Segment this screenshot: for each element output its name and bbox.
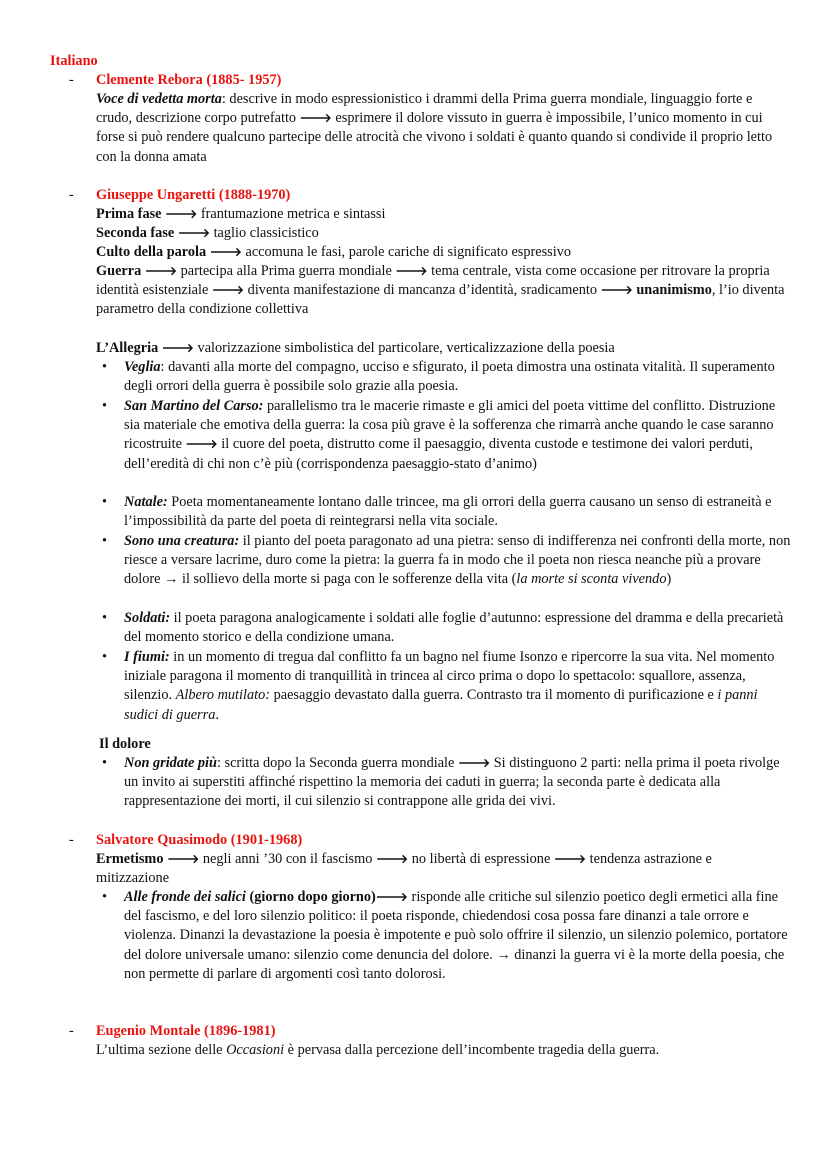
text: il cuore del poeta, distrutto come il paesaggio, diventa custode e testimone dei valori perduti, dell’eredità di chi non c’è più (corrispondenza paesaggio-stato d’animo): [124, 436, 753, 472]
bullet-icon: •: [102, 494, 108, 510]
work-title: I fiumi:: [124, 649, 170, 665]
bullet-icon: •: [102, 533, 108, 549]
rebora-text: [96, 90, 786, 167]
text: ): [666, 571, 672, 588]
arrow-icon: 🡒: [211, 283, 245, 298]
label: L’Allegria: [96, 340, 159, 356]
ungaretti-guerra: [96, 262, 786, 320]
arrow-icon: 🡒: [161, 341, 194, 355]
work-title: Veglia: [124, 359, 161, 375]
arrow-icon: 🡒: [167, 852, 200, 866]
text: paesaggio devastato dalla guerra. Contrasto tra il momento di purificazione e: [270, 687, 718, 704]
text: frantumazione metrica e sintassi: [197, 206, 386, 222]
dolore-heading: [99, 735, 789, 754]
ungaretti-phase-1: [96, 205, 786, 224]
text: il pianto del poeta paragonato ad una pietra: senso di indifferenza nei confronti della morte, non riesce a versare lacrime, duro come la pietra: la guerra fa in modo che il poeta non riesca neanche più a provare dolore → il sollievo della morte si paga con le sofferenze della vita (: [124, 533, 791, 588]
text: Si distinguono 2 parti: nella prima il poeta rivolge un invito ai superstiti affinché rispettino la memoria dei caduti in guerra; la seconda parte è dedicata alla rappresentazione dei morti, il cui silenzio si contrappone alle grida dei vivi.: [124, 755, 780, 810]
text: .: [215, 706, 219, 723]
dash-marker: -: [69, 72, 74, 88]
label: Ermetismo: [96, 851, 164, 867]
dash-marker: -: [69, 1023, 74, 1039]
dash-marker: -: [69, 832, 74, 848]
bold-term: (giorno dopo giorno): [245, 889, 376, 905]
label: Prima fase: [96, 206, 162, 222]
text: Poeta momentaneamente lontano dalle trincee, ma gli orrori della guerra causano un senso di estraneità e l’impossibilità da parte del poeta di reintegrarsi nella vita sociale.: [124, 494, 772, 530]
bullet-icon: •: [102, 755, 108, 771]
arrow-icon: 🡒: [600, 283, 633, 298]
text: tema centrale, vista come occasione per ritrovare la propria identità esistenziale: [96, 263, 770, 299]
text: è pervasa dalla percezione dell’incombente tragedia della guerra.: [284, 1042, 660, 1058]
text: il poeta paragona analogicamente i soldati alle foglie d’autunno: espressione del dramma e della precarietà del momento storico e della condizione umana.: [124, 610, 784, 646]
text: negli anni ’30 con il fascismo: [199, 851, 373, 867]
ungaretti-phase-2: [96, 224, 786, 243]
text: : scritta dopo la Seconda guerra mondiale: [216, 755, 455, 771]
arrow-icon: 🡒: [299, 111, 332, 126]
text: partecipa alla Prima guerra mondiale: [177, 263, 392, 279]
author-name: Eugenio Montale (1896-1981): [96, 1023, 276, 1039]
arrow-icon: 🡒: [553, 852, 587, 866]
arrow-icon: 🡒: [395, 264, 428, 278]
author-name: Salvatore Quasimodo (1901-1968): [96, 832, 303, 848]
bullet-icon: •: [102, 398, 108, 414]
text: parallelismo tra le macerie rimaste e gli amici del poeta vittime del conflitto. Distruzione sia materiale che emotiva della guerra: la cosa più grave è la sofferenza che rimarrà anche quando le case saranno ricostruite: [124, 398, 776, 453]
label: Seconda fase: [96, 225, 175, 241]
label: Il dolore: [99, 736, 151, 752]
label: Culto della parola: [96, 244, 207, 260]
author-name: Clemente Rebora (1885- 1957): [96, 72, 282, 88]
text: : descrive in modo espressionistico i drammi della Prima guerra mondiale, linguaggio forte e crudo, descrizione corpo putrefatto: [96, 91, 753, 127]
work-title: Alle fronde dei salici: [124, 889, 246, 905]
quasimodo-ermetismo: [96, 850, 786, 888]
text: accomuna le fasi, parole cariche di significato espressivo: [241, 244, 572, 260]
text: esprimere il dolore vissuto in guerra è impossibile, l’unico momento in cui forse si può rendere qualcuno partecipe delle atrocità che vivono i soldati è quanto quando si condivide il proprio letto con la donna amata: [96, 110, 773, 165]
text: L’ultima sezione delle: [96, 1042, 227, 1058]
work-title: Voce di vedetta morta: [96, 91, 222, 107]
text: taglio classicistico: [210, 225, 319, 241]
arrow-icon: 🡒: [177, 226, 211, 240]
work-title: Albero mutilato:: [175, 687, 270, 704]
text: valorizzazione simbolistica del particolare, verticalizzazione della poesia: [193, 340, 615, 356]
arrow-icon: 🡒: [375, 890, 408, 904]
work-title: Soldati:: [124, 610, 171, 626]
text: tendenza astrazione e mitizzazione: [96, 851, 712, 887]
work-title: Non gridate più: [124, 755, 217, 771]
arrow-icon: 🡒: [375, 852, 409, 866]
arrow-icon: 🡒: [457, 756, 491, 770]
dash-marker: -: [69, 187, 74, 203]
bullet-icon: •: [102, 649, 108, 665]
quote: la morte si sconta vivendo: [516, 571, 667, 588]
label: Guerra: [96, 263, 142, 279]
page-title: Italiano: [50, 53, 98, 69]
arrow-icon: 🡒: [185, 437, 218, 452]
arrow-icon: 🡒: [144, 264, 178, 278]
quote: i panni sudici di guerra: [124, 687, 758, 723]
author-name: Giuseppe Ungaretti (1888-1970): [96, 187, 291, 203]
bullet-icon: •: [102, 610, 108, 626]
text: diventa manifestazione di mancanza d’identità, sradicamento: [244, 282, 598, 299]
arrow-icon: 🡒: [165, 207, 198, 221]
bullet-icon: •: [102, 359, 108, 375]
allegria-heading: [96, 339, 786, 358]
text: : davanti alla morte del compagno, ucciso e sfigurato, il poeta dimostra una ostinata vitalità. Il superamento degli orrori della guerra è possibile solo grazie alla poesia.: [124, 359, 775, 395]
work-title: Sono una creatura:: [124, 533, 240, 549]
bold-term: unanimismo: [636, 282, 712, 299]
ungaretti-culto: [96, 243, 786, 262]
text: , l’io diventa parametro della condizione collettiva: [96, 282, 785, 318]
text: risponde alle critiche sul silenzio poetico degli ermetici alla fine del fascismo, e del loro silenzio politico: il poeta risponde, chiedendosi cosa possa fare dinanzi a tale orrore e violenza. Dinanzi la devastazione la poesia è impotente e può solo offrire il silenzio, un silenzio polemico, portatore del dolore universale umano: silenzio come denuncia del dolore. → dinanzi la guerra vi è la morte della poesia, che non permette di parlare di argomenti così tanto dolorosi.: [124, 889, 788, 982]
arrow-icon: 🡒: [209, 245, 242, 259]
text: in un momento di tregua dal conflitto fa un bagno nel fiume Isonzo e ripercorre la sua vita. Nel momento iniziale paragona il momento di tranquillità in trincea al circo prima o dopo lo spettacolo: squallore, assenza, silenzio.: [124, 649, 775, 704]
work-title: Natale:: [124, 494, 168, 510]
montale-text: [96, 1041, 786, 1060]
work-title: San Martino del Carso:: [124, 398, 264, 414]
bullet-icon: •: [102, 889, 108, 905]
work-title: Occasioni: [226, 1042, 285, 1058]
text: no libertà di espressione: [408, 851, 551, 867]
